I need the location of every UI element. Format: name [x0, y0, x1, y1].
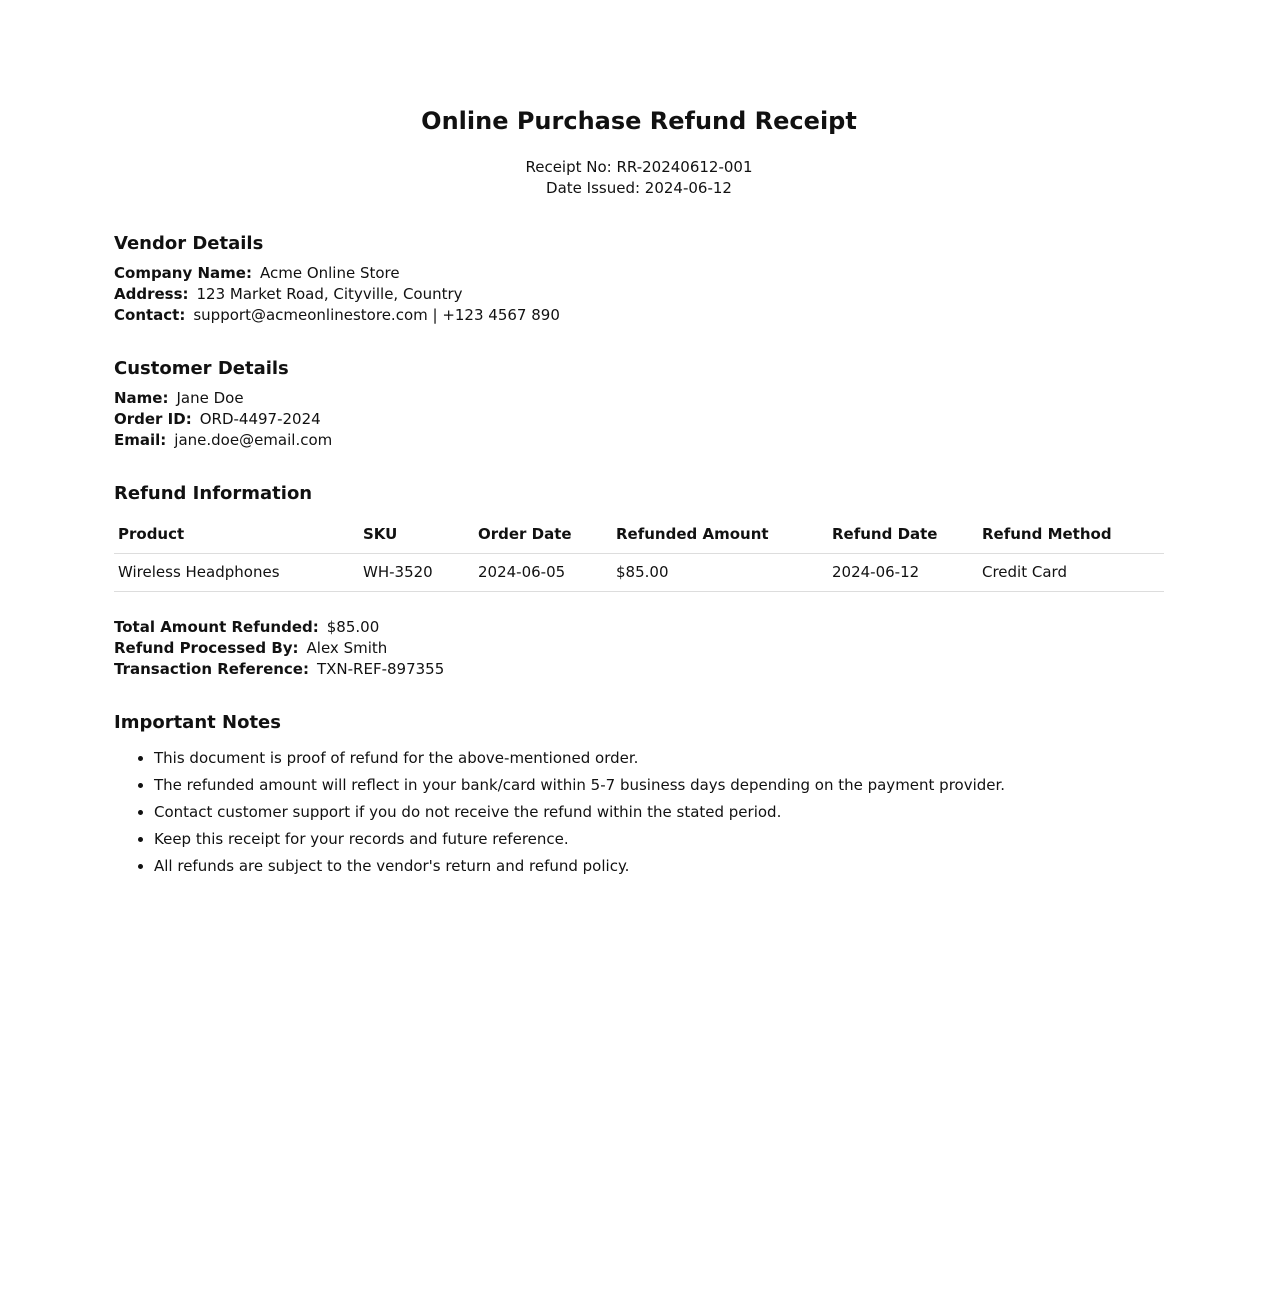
list-item: • The refunded amount will reflect in your bank/card within 5-7 business days depending on the payment provider.	[154, 772, 1164, 799]
customer-email-row	[114, 430, 1164, 451]
total-refunded-label: Total Amount Refunded:	[114, 618, 319, 636]
customer-fields	[114, 388, 1164, 451]
transaction-reference-row	[114, 659, 1164, 680]
vendor-company-value: Acme Online Store	[259, 264, 400, 282]
cell-order-date: 2024-06-05	[474, 554, 612, 592]
receipt-page	[114, 0, 1164, 880]
list-item: • All refunds are subject to the vendor's return and refund policy.	[154, 853, 1164, 880]
processed-by-value: Alex Smith	[306, 639, 388, 657]
vendor-contact-value: support@acmeonlinestore.com | +123 4567 890	[193, 306, 560, 324]
vendor-heading: Vendor Details	[114, 233, 264, 254]
list-item: • This document is proof of refund for the above-mentioned order.	[154, 745, 1164, 772]
cell-refund-date: 2024-06-12	[828, 554, 978, 592]
vendor-company-label: Company Name:	[114, 264, 252, 282]
list-item: • Contact customer support if you do not receive the refund within the stated period.	[154, 799, 1164, 826]
vendor-address-row	[114, 284, 1164, 305]
processed-by-label: Refund Processed By:	[114, 639, 299, 657]
refund-section	[114, 482, 1164, 592]
vendor-section	[114, 232, 1164, 326]
customer-order-label: Order ID:	[114, 410, 192, 428]
vendor-contact-row	[114, 305, 1164, 326]
customer-name-label: Name:	[114, 389, 169, 407]
customer-order-row	[114, 409, 1164, 430]
list-item: • Keep this receipt for your records and future reference.	[154, 826, 1164, 853]
processed-by-row	[114, 638, 1164, 659]
refund-table	[114, 516, 1164, 592]
vendor-address-value: 123 Market Road, Cityville, Country	[196, 285, 463, 303]
cell-sku: WH-3520	[359, 554, 474, 592]
receipt-meta	[114, 157, 1164, 199]
customer-order-value: ORD-4497-2024	[199, 410, 321, 428]
vendor-address-label: Address:	[114, 285, 189, 303]
refund-table-header-row	[114, 516, 1164, 554]
cell-refunded-amount: $85.00	[612, 554, 828, 592]
total-refunded-value: $85.00	[326, 618, 380, 636]
customer-email-value: jane.doe@email.com	[174, 431, 333, 449]
total-refunded-row	[114, 617, 1164, 638]
customer-name-row	[114, 388, 1164, 409]
column-header-sku: SKU	[359, 516, 474, 554]
column-header-refunded-amount: Refunded Amount	[612, 516, 828, 554]
customer-email-label: Email:	[114, 431, 167, 449]
transaction-reference-label: Transaction Reference:	[114, 660, 309, 678]
column-header-order-date: Order Date	[474, 516, 612, 554]
page-title: Online Purchase Refund Receipt	[421, 107, 857, 135]
customer-section	[114, 357, 1164, 451]
cell-product: Wireless Headphones	[114, 554, 359, 592]
column-header-refund-method: Refund Method	[978, 516, 1164, 554]
customer-heading: Customer Details	[114, 358, 289, 379]
table-row	[114, 554, 1164, 592]
customer-name-value: Jane Doe	[176, 389, 244, 407]
notes-section	[114, 711, 1164, 880]
column-header-refund-date: Refund Date	[828, 516, 978, 554]
date-issued: Date Issued: 2024-06-12	[546, 179, 732, 197]
notes-heading: Important Notes	[114, 712, 281, 733]
cell-refund-method: Credit Card	[978, 554, 1164, 592]
receipt-number: Receipt No: RR-20240612-001	[525, 158, 753, 176]
vendor-fields	[114, 263, 1164, 326]
transaction-reference-value: TXN-REF-897355	[316, 660, 445, 678]
column-header-product: Product	[114, 516, 359, 554]
vendor-contact-label: Contact:	[114, 306, 186, 324]
totals-section	[114, 617, 1164, 680]
notes-list	[114, 745, 1164, 880]
vendor-company-row	[114, 263, 1164, 284]
refund-heading: Refund Information	[114, 483, 313, 504]
